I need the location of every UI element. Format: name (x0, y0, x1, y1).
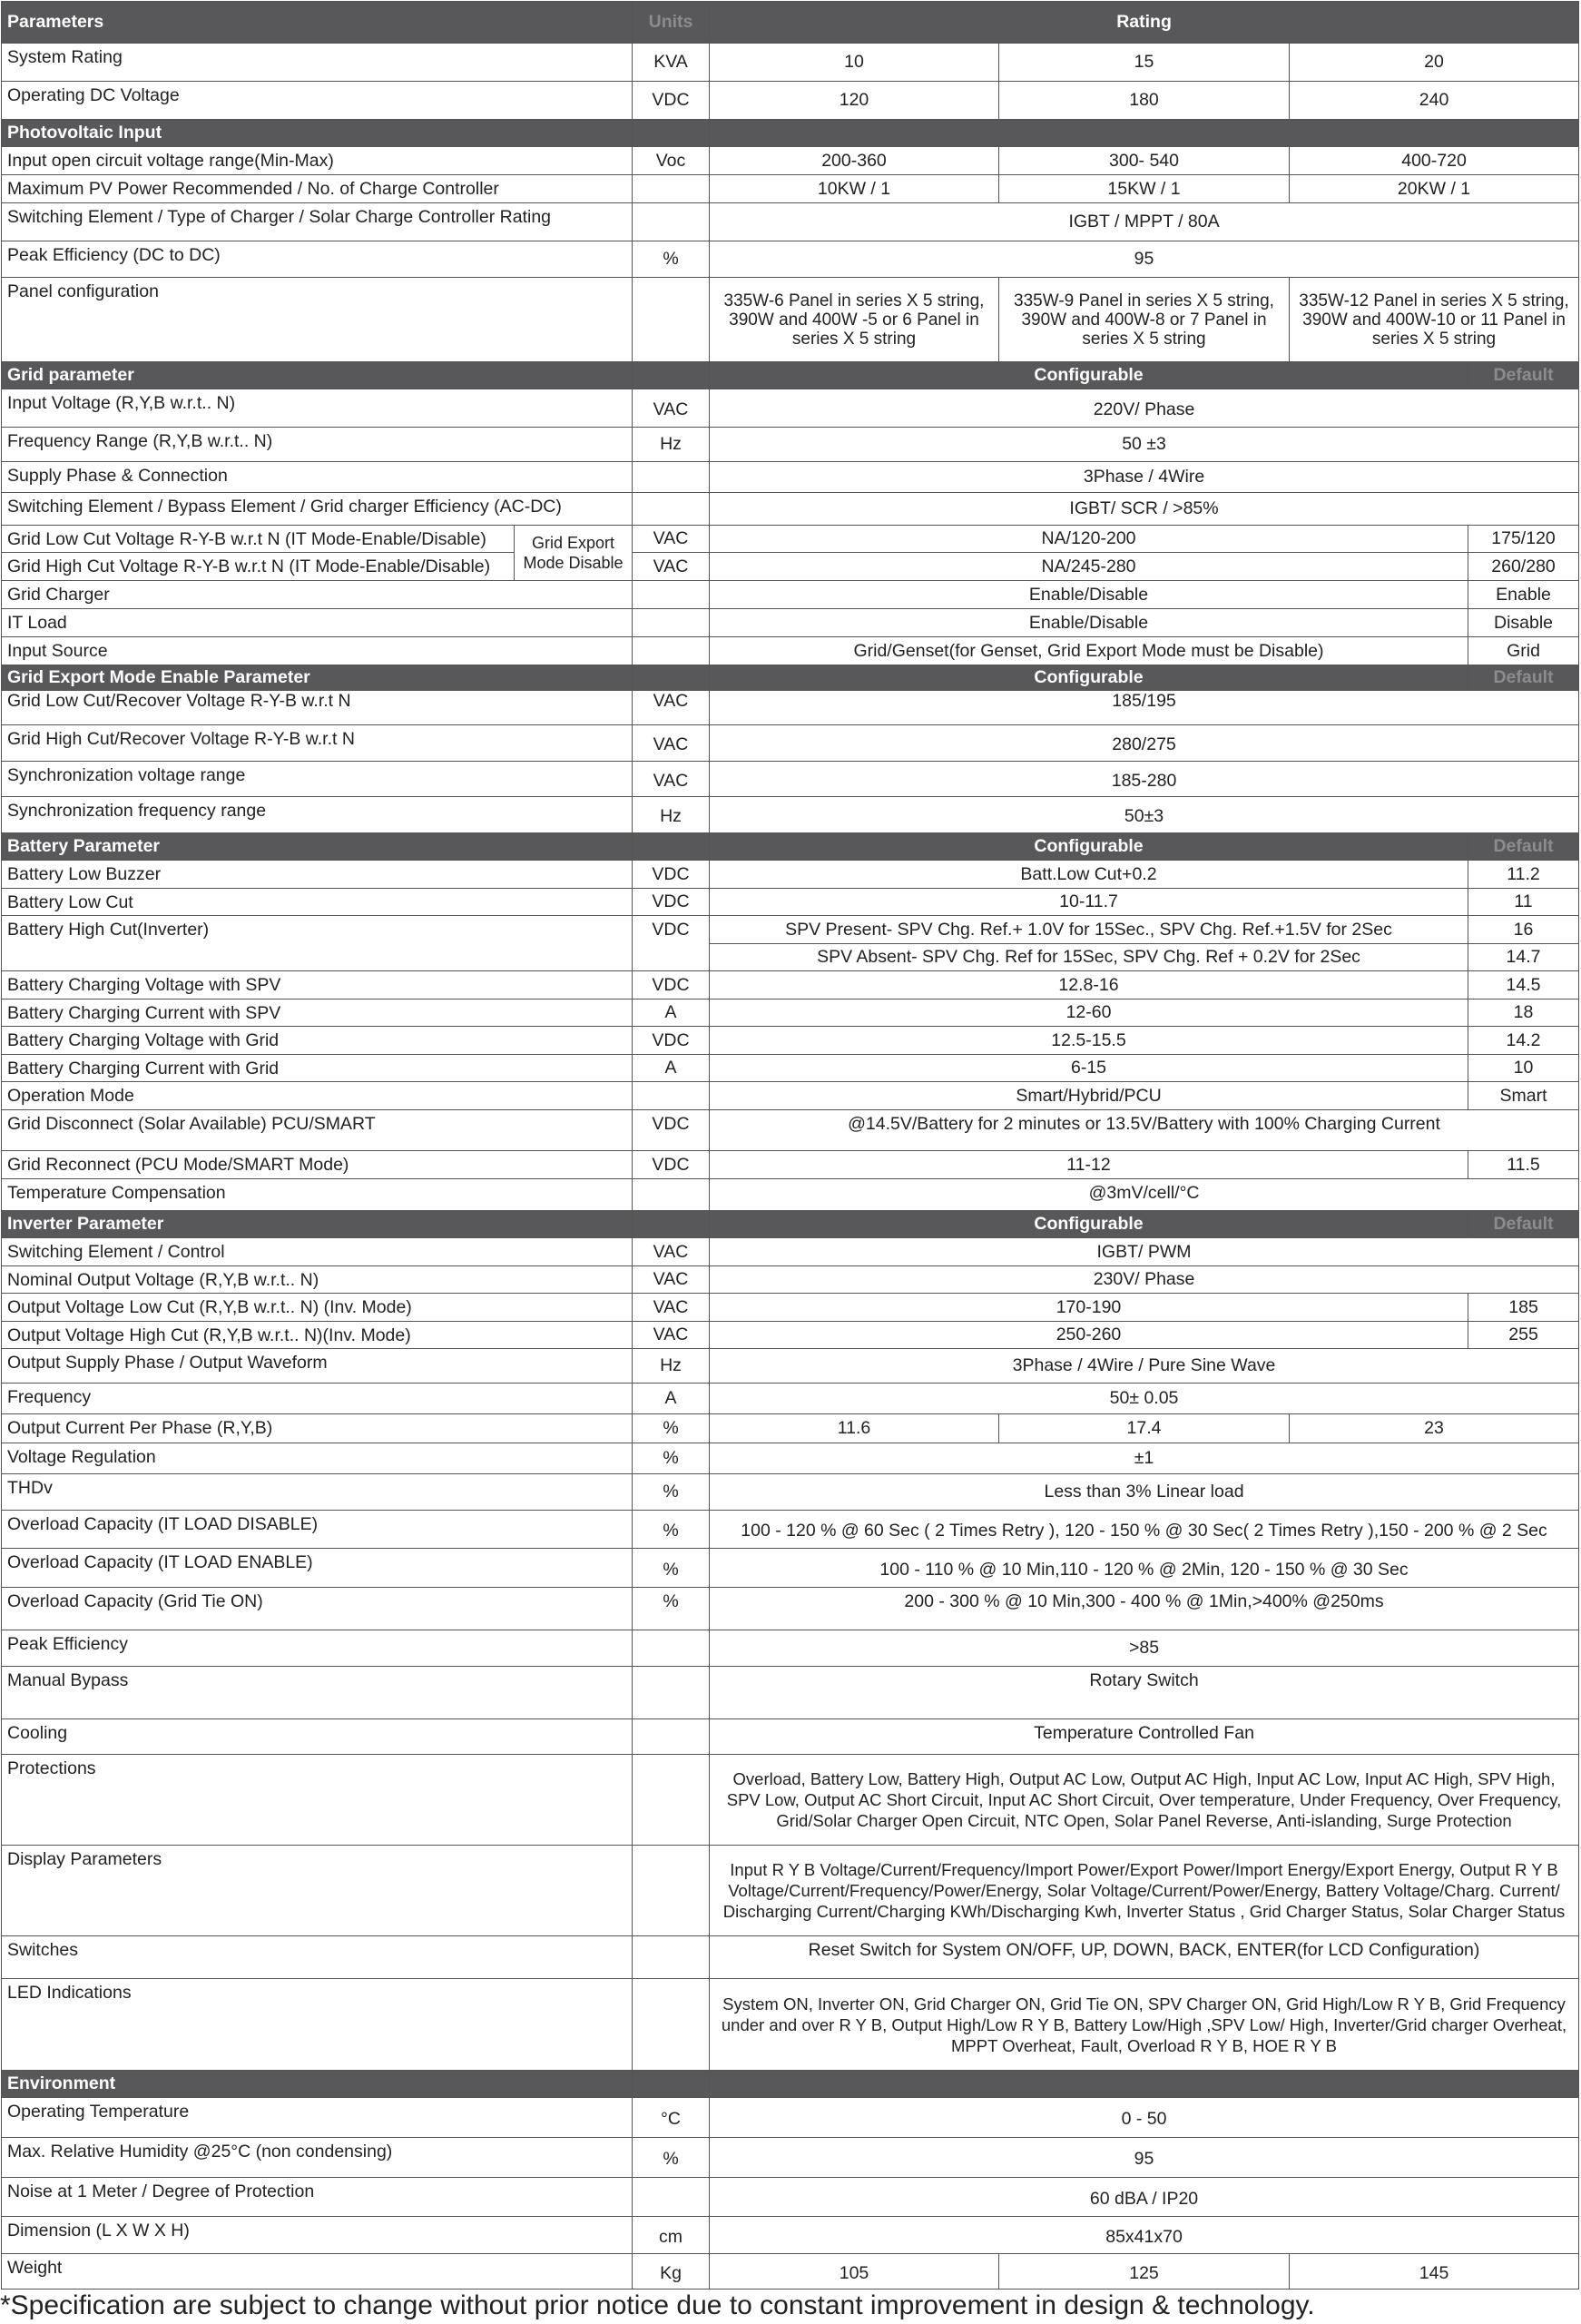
value-cell: 20KW / 1 (1290, 175, 1579, 203)
table-row (2, 82, 1579, 120)
unit-cell: cm (633, 2217, 710, 2254)
param-label: Operating Temperature (2, 2098, 633, 2138)
table-row (2, 203, 1579, 241)
param-label: Input Source (2, 637, 633, 665)
value-cell: 11-12 (710, 1151, 1468, 1179)
unit-cell: % (633, 2138, 710, 2178)
value-cell: Rotary Switch (710, 1667, 1579, 1719)
configurable-label: Configurable (710, 362, 1468, 389)
value-cell: Reset Switch for System ON/OFF, UP, DOWN, BACK, ENTER(for LCD Configuration) (710, 1936, 1579, 1979)
default-cell: 14.2 (1468, 1027, 1579, 1055)
unit-cell: Hz (633, 428, 710, 462)
table-row (2, 1238, 1579, 1266)
value-cell: Enable/Disable (710, 581, 1468, 609)
unit-cell (633, 1936, 710, 1979)
param-label: Output Voltage High Cut (R,Y,B w.r.t.. N)(Inv. Mode) (2, 1322, 633, 1349)
configurable-label: Configurable (710, 665, 1468, 691)
table-header-row (2, 2, 1579, 44)
value-cell: 50± 0.05 (710, 1384, 1579, 1414)
section-header-battery (2, 833, 1579, 861)
unit-cell: °C (633, 2098, 710, 2138)
param-label: Noise at 1 Meter / Degree of Protection (2, 2178, 633, 2217)
unit-cell: VDC (633, 1110, 710, 1151)
param-label: Nominal Output Voltage (R,Y,B w.r.t.. N) (2, 1266, 633, 1294)
header-rating: Rating (710, 2, 1579, 44)
table-row (2, 1055, 1579, 1082)
param-label: Battery Low Buzzer (2, 861, 633, 889)
table-row (2, 1322, 1579, 1349)
unit-cell (633, 581, 710, 609)
unit-cell: % (633, 1511, 710, 1549)
section-header-photovoltaic (2, 120, 1579, 147)
unit-cell: Kg (633, 2254, 710, 2290)
value-cell: Smart/Hybrid/PCU (710, 1082, 1468, 1110)
param-label: Battery Charging Voltage with Grid (2, 1027, 633, 1055)
param-label: Display Parameters (2, 1846, 633, 1936)
unit-cell: VAC (633, 526, 710, 553)
table-row (2, 1027, 1579, 1055)
table-row (2, 44, 1579, 82)
unit-cell: % (633, 1588, 710, 1630)
default-cell: 175/120 (1468, 526, 1579, 553)
value-cell: 120 (710, 82, 999, 120)
table-row (2, 581, 1579, 609)
table-row (2, 1294, 1579, 1322)
value-cell: 11.6 (710, 1414, 999, 1443)
value-cell: 280/275 (710, 725, 1579, 762)
value-cell: 105 (710, 2254, 999, 2290)
unit-cell: VDC (633, 1151, 710, 1179)
unit-cell: % (633, 1414, 710, 1443)
table-row (2, 1179, 1579, 1211)
table-row (2, 1667, 1579, 1719)
value-cell: NA/120-200 (710, 526, 1468, 553)
param-label: Switching Element / Bypass Element / Grid charger Efficiency (AC-DC) (2, 493, 633, 526)
table-row (2, 462, 1579, 493)
unit-cell (633, 278, 710, 362)
param-label: Frequency (2, 1384, 633, 1414)
value-cell: 10 (710, 44, 999, 82)
unit-cell: % (633, 1549, 710, 1588)
table-row (2, 1846, 1579, 1936)
value-cell: 170-190 (710, 1294, 1468, 1322)
unit-cell: Voc (633, 147, 710, 175)
value-cell: 50±3 (710, 797, 1579, 833)
param-label: Switching Element / Type of Charger / Solar Charge Controller Rating (2, 203, 633, 241)
unit-cell: VDC (633, 861, 710, 889)
section-header-grid-export (2, 665, 1579, 691)
unit-cell: VAC (633, 1238, 710, 1266)
param-label: Grid Low Cut Voltage R-Y-B w.r.t N (IT Mode-Enable/Disable) (2, 526, 515, 553)
table-row (2, 147, 1579, 175)
param-label: Grid Disconnect (Solar Available) PCU/SMART (2, 1110, 633, 1151)
param-label: Panel configuration (2, 278, 633, 362)
unit-cell: VAC (633, 389, 710, 428)
unit-cell: VDC (633, 889, 710, 916)
value-cell: 335W-12 Panel in series X 5 string, 390W and 400W-10 or 11 Panel in series X 5 string (1290, 278, 1579, 362)
unit-cell: VAC (633, 725, 710, 762)
section-title: Inverter Parameter (2, 1211, 633, 1238)
table-row (2, 175, 1579, 203)
unit-cell (633, 1719, 710, 1755)
table-row (2, 428, 1579, 462)
default-cell: 10 (1468, 1055, 1579, 1082)
table-row (2, 916, 1579, 944)
value-cell: 3Phase / 4Wire (710, 462, 1579, 493)
param-label: Battery High Cut(Inverter) (2, 916, 633, 971)
unit-cell: VAC (633, 762, 710, 797)
configurable-label: Configurable (710, 833, 1468, 861)
param-label: Overload Capacity (IT LOAD DISABLE) (2, 1511, 633, 1549)
unit-cell (633, 175, 710, 203)
param-label: System Rating (2, 44, 633, 82)
param-label: LED Indications (2, 1979, 633, 2071)
table-row (2, 637, 1579, 665)
param-label: Output Supply Phase / Output Waveform (2, 1349, 633, 1384)
param-label: Weight (2, 2254, 633, 2290)
param-label: Switching Element / Control (2, 1238, 633, 1266)
unit-cell: % (633, 241, 710, 278)
param-label: Battery Low Cut (2, 889, 633, 916)
param-label: Synchronization voltage range (2, 762, 633, 797)
default-label: Default (1468, 833, 1579, 861)
param-label: Operation Mode (2, 1082, 633, 1110)
param-label: Synchronization frequency range (2, 797, 633, 833)
default-cell: 14.7 (1468, 944, 1579, 971)
value-cell: 335W-6 Panel in series X 5 string, 390W and 400W -5 or 6 Panel in series X 5 string (710, 278, 999, 362)
unit-cell: Hz (633, 797, 710, 833)
default-cell: 18 (1468, 1000, 1579, 1027)
value-cell: 23 (1290, 1414, 1579, 1443)
table-row (2, 389, 1579, 428)
table-row (2, 526, 1579, 553)
param-label: Protections (2, 1755, 633, 1846)
unit-cell: % (633, 1443, 710, 1474)
table-row (2, 1266, 1579, 1294)
value-cell: 6-15 (710, 1055, 1468, 1082)
value-cell: 100 - 110 % @ 10 Min,110 - 120 % @ 2Min, 120 - 150 % @ 30 Sec (710, 1549, 1579, 1588)
param-label: Battery Charging Current with Grid (2, 1055, 633, 1082)
unit-cell (633, 203, 710, 241)
section-title: Environment (2, 2071, 633, 2098)
table-row (2, 861, 1579, 889)
value-cell: IGBT / MPPT / 80A (710, 203, 1579, 241)
param-label: Grid Reconnect (PCU Mode/SMART Mode) (2, 1151, 633, 1179)
unit-cell (633, 2178, 710, 2217)
unit-cell (633, 1846, 710, 1936)
table-row (2, 1549, 1579, 1588)
unit-cell (633, 609, 710, 637)
unit-cell: VDC (633, 82, 710, 120)
value-cell: 60 dBA / IP20 (710, 2178, 1579, 2217)
unit-cell (633, 1755, 710, 1846)
default-label: Default (1468, 1211, 1579, 1238)
unit-cell: KVA (633, 44, 710, 82)
param-label: Max. Relative Humidity @25°C (non condensing) (2, 2138, 633, 2178)
table-row (2, 797, 1579, 833)
default-cell: Enable (1468, 581, 1579, 609)
table-row (2, 1936, 1579, 1979)
unit-cell (633, 637, 710, 665)
value-cell: 125 (999, 2254, 1290, 2290)
unit-cell (633, 493, 710, 526)
table-row (2, 1979, 1579, 2071)
param-label: Output Voltage Low Cut (R,Y,B w.r.t.. N) (Inv. Mode) (2, 1294, 633, 1322)
param-label: Grid High Cut/Recover Voltage R-Y-B w.r.t N (2, 725, 633, 762)
table-row (2, 1630, 1579, 1667)
section-title: Battery Parameter (2, 833, 633, 861)
param-label: Grid Low Cut/Recover Voltage R-Y-B w.r.t N (2, 691, 633, 725)
value-cell: 12.8-16 (710, 971, 1468, 1000)
default-cell: 260/280 (1468, 553, 1579, 581)
value-cell: 100 - 120 % @ 60 Sec ( 2 Times Retry ), 120 - 150 % @ 30 Sec( 2 Times Retry ),150 - 200 % @ 2 Sec (710, 1511, 1579, 1549)
value-cell: 185-280 (710, 762, 1579, 797)
value-cell: >85 (710, 1630, 1579, 1667)
unit-cell: Hz (633, 1349, 710, 1384)
table-row (2, 1151, 1579, 1179)
value-cell: 50 ±3 (710, 428, 1579, 462)
param-label: Peak Efficiency (2, 1630, 633, 1667)
unit-cell (633, 462, 710, 493)
unit-cell: A (633, 1000, 710, 1027)
param-label: Voltage Regulation (2, 1443, 633, 1474)
unit-cell: VDC (633, 916, 710, 971)
param-label: Frequency Range (R,Y,B w.r.t.. N) (2, 428, 633, 462)
value-cell: 12.5-15.5 (710, 1027, 1468, 1055)
specification-table (1, 1, 1579, 2290)
value-cell: Enable/Disable (710, 609, 1468, 637)
header-units: Units (633, 2, 710, 44)
param-label: Output Current Per Phase (R,Y,B) (2, 1414, 633, 1443)
default-label: Default (1468, 665, 1579, 691)
param-label: Temperature Compensation (2, 1179, 633, 1211)
header-parameters: Parameters (2, 2, 633, 44)
default-cell: 16 (1468, 916, 1579, 944)
param-label: Input open circuit voltage range(Min-Max) (2, 147, 633, 175)
value-cell: ±1 (710, 1443, 1579, 1474)
table-row (2, 691, 1579, 725)
value-cell: Overload, Battery Low, Battery High, Output AC Low, Output AC High, Input AC Low, Input AC High, SPV High, SPV Low, Output AC Short Circuit, Input AC Short Circuit, Over temperature, Under Frequency, Over Frequency, Grid/Solar Charger Open Circuit, NTC Open, Solar Panel Reverse, Anti-islanding, Surge Protection (710, 1755, 1579, 1846)
section-title: Photovoltaic Input (2, 120, 633, 147)
value-cell: 0 - 50 (710, 2098, 1579, 2138)
unit-cell: VDC (633, 1027, 710, 1055)
table-row (2, 1110, 1579, 1151)
configurable-label: Configurable (710, 1211, 1468, 1238)
param-label: Cooling (2, 1719, 633, 1755)
value-cell: 10-11.7 (710, 889, 1468, 916)
value-cell: Input R Y B Voltage/Current/Frequency/Import Power/Export Power/Import Energy/Export Energy, Output R Y B Voltage/Current/Frequency/Power/Energy, Solar Voltage/Current/Power/Energy, Battery Voltage/Charg. Current/ Discharging Current/Charging KWh/Discharging Kwh, Inverter Status , Grid Charger Status, Solar Charger Status (710, 1846, 1579, 1936)
param-label: Operating DC Voltage (2, 82, 633, 120)
value-cell: 15KW / 1 (999, 175, 1290, 203)
unit-cell (633, 1179, 710, 1211)
param-label: Overload Capacity (Grid Tie ON) (2, 1588, 633, 1630)
value-cell: @3mV/cell/°C (710, 1179, 1579, 1211)
value-cell: 17.4 (999, 1414, 1290, 1443)
value-cell: 200 - 300 % @ 10 Min,300 - 400 % @ 1Min,>400% @250ms (710, 1588, 1579, 1630)
value-cell: NA/245-280 (710, 553, 1468, 581)
param-label: Input Voltage (R,Y,B w.r.t.. N) (2, 389, 633, 428)
param-label: Switches (2, 1936, 633, 1979)
value-cell: 180 (999, 82, 1290, 120)
table-row (2, 278, 1579, 362)
table-row (2, 762, 1579, 797)
value-cell: 3Phase / 4Wire / Pure Sine Wave (710, 1349, 1579, 1384)
table-row (2, 2254, 1579, 2290)
section-title: Grid parameter (2, 362, 633, 389)
default-cell: 14.5 (1468, 971, 1579, 1000)
unit-cell: A (633, 1055, 710, 1082)
table-row (2, 2098, 1579, 2138)
default-label: Default (1468, 362, 1579, 389)
value-cell: 20 (1290, 44, 1579, 82)
param-label: Manual Bypass (2, 1667, 633, 1719)
default-cell: Grid (1468, 637, 1579, 665)
param-label: Dimension (L X W X H) (2, 2217, 633, 2254)
table-row (2, 241, 1579, 278)
export-mode-disable-label: Grid Export Mode Disable (515, 526, 633, 581)
table-row (2, 609, 1579, 637)
table-row (2, 2138, 1579, 2178)
default-cell: Smart (1468, 1082, 1579, 1110)
unit-cell: VDC (633, 971, 710, 1000)
section-header-grid (2, 362, 1579, 389)
table-row (2, 1511, 1579, 1549)
table-row (2, 725, 1579, 762)
param-label: Supply Phase & Connection (2, 462, 633, 493)
footnote: *Specification are subject to change without prior notice due to constant improvement in design & technology. (0, 2290, 1315, 2320)
default-cell: 11 (1468, 889, 1579, 916)
table-row (2, 1474, 1579, 1511)
value-cell: Less than 3% Linear load (710, 1474, 1579, 1511)
param-label: Overload Capacity (IT LOAD ENABLE) (2, 1549, 633, 1588)
section-header-inverter (2, 1211, 1579, 1238)
section-title: Grid Export Mode Enable Parameter (2, 665, 633, 691)
unit-cell: VAC (633, 691, 710, 725)
value-cell: @14.5V/Battery for 2 minutes or 13.5V/Battery with 100% Charging Current (710, 1110, 1579, 1151)
param-label: Maximum PV Power Recommended / No. of Charge Controller (2, 175, 633, 203)
unit-cell (633, 1082, 710, 1110)
value-cell: 95 (710, 241, 1579, 278)
param-label: Battery Charging Current with SPV (2, 1000, 633, 1027)
default-cell: 255 (1468, 1322, 1579, 1349)
value-cell: 200-360 (710, 147, 999, 175)
table-row (2, 553, 1579, 581)
value-cell: 300- 540 (999, 147, 1290, 175)
section-header-environment (2, 2071, 1579, 2098)
param-label: Grid High Cut Voltage R-Y-B w.r.t N (IT Mode-Enable/Disable) (2, 553, 515, 581)
value-cell: 15 (999, 44, 1290, 82)
value-cell: System ON, Inverter ON, Grid Charger ON, Grid Tie ON, SPV Charger ON, Grid High/Low R Y B, Grid Frequency under and over R Y B, Output High/Low R Y B, Battery Low/High ,SPV Low/ High, Inverter/Grid charger Overheat, MPPT Overheat, Fault, Overload R Y B, HOE R Y B (710, 1979, 1579, 2071)
value-cell: 85x41x70 (710, 2217, 1579, 2254)
value-cell: IGBT/ SCR / >85% (710, 493, 1579, 526)
unit-cell (633, 1667, 710, 1719)
unit-cell: A (633, 1384, 710, 1414)
unit-cell: VAC (633, 1322, 710, 1349)
table-row (2, 1384, 1579, 1414)
table-row (2, 493, 1579, 526)
param-label: IT Load (2, 609, 633, 637)
value-cell: 10KW / 1 (710, 175, 999, 203)
param-label: THDv (2, 1474, 633, 1511)
unit-cell (633, 1979, 710, 2071)
table-row (2, 1349, 1579, 1384)
default-cell: 11.2 (1468, 861, 1579, 889)
value-cell: SPV Present- SPV Chg. Ref.+ 1.0V for 15Sec., SPV Chg. Ref.+1.5V for 2Sec (710, 916, 1468, 944)
default-cell: Disable (1468, 609, 1579, 637)
value-cell: 400-720 (1290, 147, 1579, 175)
param-label: Peak Efficiency (DC to DC) (2, 241, 633, 278)
value-cell: IGBT/ PWM (710, 1238, 1579, 1266)
value-cell: 230V/ Phase (710, 1266, 1579, 1294)
value-cell: Batt.Low Cut+0.2 (710, 861, 1468, 889)
value-cell: 250-260 (710, 1322, 1468, 1349)
table-row (2, 1000, 1579, 1027)
value-cell: 220V/ Phase (710, 389, 1579, 428)
unit-cell: VAC (633, 553, 710, 581)
value-cell: 335W-9 Panel in series X 5 string, 390W and 400W-8 or 7 Panel in series X 5 string (999, 278, 1290, 362)
default-cell: 185 (1468, 1294, 1579, 1322)
value-cell: Temperature Controlled Fan (710, 1719, 1579, 1755)
unit-cell (633, 1630, 710, 1667)
value-cell: 185/195 (710, 691, 1579, 725)
param-label: Battery Charging Voltage with SPV (2, 971, 633, 1000)
table-row (2, 1588, 1579, 1630)
value-cell: 240 (1290, 82, 1579, 120)
table-row (2, 971, 1579, 1000)
table-row (2, 1082, 1579, 1110)
value-cell: Grid/Genset(for Genset, Grid Export Mode must be Disable) (710, 637, 1468, 665)
table-row (2, 889, 1579, 916)
default-cell: 11.5 (1468, 1151, 1579, 1179)
unit-cell: % (633, 1474, 710, 1511)
unit-cell: VAC (633, 1294, 710, 1322)
table-row (2, 1755, 1579, 1846)
table-row (2, 2217, 1579, 2254)
param-label: Grid Charger (2, 581, 633, 609)
table-row (2, 2178, 1579, 2217)
unit-cell: VAC (633, 1266, 710, 1294)
table-row (2, 1414, 1579, 1443)
value-cell: 12-60 (710, 1000, 1468, 1027)
table-row (2, 1719, 1579, 1755)
value-cell: 145 (1290, 2254, 1579, 2290)
value-cell: SPV Absent- SPV Chg. Ref for 15Sec, SPV Chg. Ref + 0.2V for 2Sec (710, 944, 1468, 971)
value-cell: 95 (710, 2138, 1579, 2178)
table-row (2, 1443, 1579, 1474)
